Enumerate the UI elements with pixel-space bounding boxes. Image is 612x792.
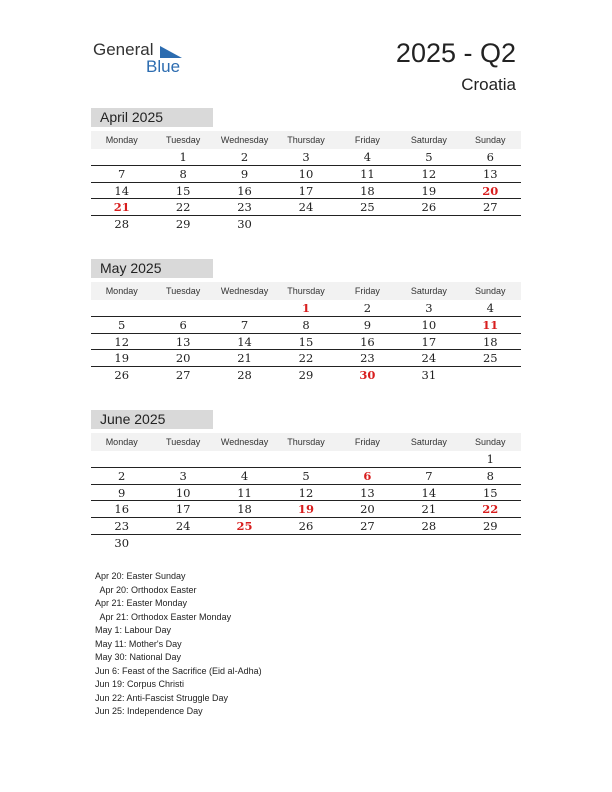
- day-cell: 11: [482, 317, 499, 332]
- day-cell: 22: [175, 200, 191, 215]
- day-cell: 11: [237, 485, 252, 500]
- week-row: [91, 317, 521, 334]
- weekday-label: Tuesday: [166, 286, 201, 296]
- week-row: [91, 149, 521, 166]
- day-cell: 15: [175, 183, 191, 198]
- weekday-label: Friday: [354, 286, 380, 296]
- day-cell: 28: [237, 368, 252, 383]
- page-title: 2025 - Q2: [395, 38, 516, 68]
- week-row: [91, 501, 521, 518]
- holiday-note: Jun 19: Corpus Christi: [95, 679, 185, 689]
- week-row: [91, 518, 521, 535]
- day-cell: 26: [421, 200, 437, 215]
- day-cell: 13: [360, 485, 375, 500]
- weekday-label: Friday: [354, 437, 380, 447]
- day-cell: 28: [114, 217, 130, 232]
- day-cell: 16: [360, 334, 375, 349]
- day-cell: 27: [175, 368, 191, 383]
- day-cell: 7: [118, 166, 126, 181]
- day-cell: 21: [421, 502, 437, 517]
- day-cell: 3: [302, 150, 310, 164]
- day-cell: 17: [421, 334, 437, 349]
- empty-day-cell: [460, 367, 521, 384]
- holiday-note: Jun 22: Anti-Fascist Struggle Day: [95, 692, 229, 703]
- day-cell: 4: [486, 301, 494, 315]
- day-cell: 1: [486, 452, 494, 466]
- day-cell: 25: [482, 351, 498, 366]
- weekday-label: Sunday: [475, 286, 506, 296]
- day-cell: 8: [179, 166, 187, 181]
- day-cell: 12: [421, 166, 437, 181]
- day-cell: 31: [421, 368, 437, 383]
- day-cell: 20: [360, 502, 375, 517]
- holiday-notes: [95, 570, 262, 719]
- day-cell: 5: [118, 317, 126, 332]
- empty-day-cell: [337, 451, 398, 468]
- day-cell: 24: [175, 519, 191, 534]
- day-cell: 2: [118, 468, 126, 483]
- holiday-note: Apr 20: Easter Sunday: [95, 571, 186, 581]
- day-cell: 27: [360, 519, 375, 534]
- empty-day-cell: [275, 216, 336, 233]
- day-cell: 10: [421, 317, 437, 332]
- day-cell: 11: [360, 166, 375, 181]
- holiday-note: Apr 21: Orthodox Easter Monday: [95, 611, 232, 622]
- day-cell: 22: [482, 502, 499, 517]
- day-cell: 8: [486, 468, 494, 483]
- empty-day-cell: [152, 451, 213, 468]
- day-cell: 23: [360, 351, 375, 366]
- empty-day-cell: [275, 451, 336, 468]
- empty-day-cell: [91, 300, 152, 317]
- month-grid: [91, 131, 521, 233]
- day-cell: 2: [240, 150, 249, 164]
- day-cell: 16: [114, 502, 130, 517]
- weekday-label: Thursday: [287, 135, 325, 145]
- holiday-note: Apr 21: Easter Monday: [95, 598, 188, 608]
- week-row: [91, 300, 521, 317]
- weekday-label: Sunday: [475, 135, 506, 145]
- weekday-label: Tuesday: [166, 437, 201, 447]
- day-cell: 14: [237, 334, 252, 349]
- day-cell: 23: [114, 519, 130, 534]
- month-may: [91, 259, 521, 384]
- day-cell: 9: [118, 485, 126, 500]
- day-cell: 1: [301, 301, 310, 315]
- week-row: [91, 451, 521, 468]
- holiday-note: Apr 20: Orthodox Easter: [95, 584, 197, 595]
- day-cell: 12: [298, 485, 314, 500]
- day-cell: 13: [482, 166, 498, 181]
- day-cell: 14: [421, 485, 437, 500]
- weekday-label: Friday: [354, 135, 380, 145]
- day-cell: 19: [421, 183, 437, 198]
- day-cell: 9: [363, 317, 372, 332]
- day-cell: 15: [298, 334, 314, 349]
- weekday-label: Saturday: [410, 437, 447, 447]
- month-label: June 2025: [91, 410, 213, 429]
- day-cell: 30: [114, 535, 130, 550]
- day-cell: 23: [237, 200, 252, 215]
- month-grid: [91, 433, 521, 552]
- day-cell: 6: [486, 150, 494, 164]
- day-cell: 10: [175, 485, 191, 500]
- empty-day-cell: [398, 216, 459, 233]
- week-row: [91, 350, 521, 367]
- day-cell: 26: [114, 368, 130, 383]
- weekday-header-row: [91, 282, 521, 300]
- week-row: [91, 166, 521, 183]
- week-row: [91, 199, 521, 216]
- holiday-note: Jun 6: Feast of the Sacrifice (Eid al-Adha): [95, 665, 262, 676]
- country-name: Croatia: [461, 75, 516, 94]
- week-row: [91, 367, 521, 384]
- day-cell: 29: [175, 217, 191, 232]
- empty-day-cell: [152, 300, 213, 317]
- day-cell: 27: [482, 200, 498, 215]
- empty-day-cell: [275, 535, 336, 552]
- week-row: [91, 334, 521, 351]
- empty-day-cell: [91, 451, 152, 468]
- weekday-label: Thursday: [287, 437, 325, 447]
- holiday-note: May 11: Mother's Day: [95, 638, 182, 649]
- empty-day-cell: [214, 451, 275, 468]
- day-cell: 6: [179, 317, 187, 332]
- holiday-note: May 1: Labour Day: [95, 625, 172, 635]
- weekday-label: Wednesday: [220, 135, 269, 145]
- day-cell: 15: [482, 485, 498, 500]
- empty-day-cell: [460, 216, 521, 233]
- day-cell: 7: [240, 317, 249, 332]
- day-cell: 25: [360, 200, 375, 215]
- weekday-label: Monday: [105, 135, 138, 145]
- empty-day-cell: [398, 451, 459, 468]
- day-cell: 19: [297, 502, 314, 517]
- week-row: [91, 183, 521, 200]
- empty-day-cell: [91, 149, 152, 166]
- month-label: April 2025: [91, 108, 213, 127]
- day-cell: 18: [360, 183, 375, 198]
- day-cell: 5: [302, 468, 310, 483]
- empty-day-cell: [214, 300, 275, 317]
- day-cell: 8: [302, 317, 310, 332]
- month-april: [91, 108, 521, 233]
- empty-day-cell: [337, 535, 398, 552]
- weekday-header-row: [91, 131, 521, 149]
- day-cell: 16: [237, 183, 252, 198]
- month-june: [91, 410, 521, 552]
- weekday-label: Wednesday: [220, 437, 269, 447]
- day-cell: 21: [113, 200, 130, 215]
- empty-day-cell: [214, 535, 275, 552]
- day-cell: 29: [298, 368, 314, 383]
- weekday-label: Saturday: [410, 135, 447, 145]
- day-cell: 4: [240, 468, 249, 483]
- day-cell: 20: [482, 183, 499, 198]
- weekday-label: Monday: [105, 437, 138, 447]
- week-row: [91, 535, 521, 552]
- holiday-note: Jun 25: Independence Day: [95, 706, 203, 716]
- day-cell: 14: [114, 183, 130, 198]
- day-cell: 20: [175, 351, 191, 366]
- week-row: [91, 485, 521, 502]
- brand-logo: [93, 40, 193, 80]
- week-row: [91, 468, 521, 485]
- day-cell: 30: [237, 217, 252, 232]
- month-grid: [91, 282, 521, 384]
- day-cell: 30: [359, 368, 376, 383]
- weekday-label: Tuesday: [166, 135, 201, 145]
- holiday-note: May 30: National Day: [95, 652, 182, 662]
- day-cell: 13: [175, 334, 191, 349]
- day-cell: 18: [237, 502, 252, 517]
- day-cell: 18: [482, 334, 498, 349]
- empty-day-cell: [152, 535, 213, 552]
- day-cell: 9: [240, 166, 249, 181]
- day-cell: 28: [421, 519, 437, 534]
- weekday-label: Thursday: [287, 286, 325, 296]
- day-cell: 10: [298, 166, 314, 181]
- empty-day-cell: [460, 535, 521, 552]
- day-cell: 17: [175, 502, 191, 517]
- weekday-label: Saturday: [410, 286, 447, 296]
- day-cell: 1: [179, 150, 187, 164]
- weekday-label: Wednesday: [220, 286, 269, 296]
- day-cell: 17: [298, 183, 314, 198]
- day-cell: 21: [237, 351, 252, 366]
- day-cell: 6: [363, 468, 372, 483]
- week-row: [91, 216, 521, 233]
- day-cell: 3: [425, 301, 433, 315]
- day-cell: 5: [425, 150, 433, 164]
- day-cell: 12: [114, 334, 130, 349]
- day-cell: 26: [298, 519, 314, 534]
- weekday-label: Monday: [105, 286, 138, 296]
- day-cell: 24: [421, 351, 437, 366]
- weekday-label: Sunday: [475, 437, 506, 447]
- day-cell: 3: [179, 468, 187, 483]
- logo-text-blue: Blue: [146, 57, 181, 76]
- day-cell: 29: [482, 519, 498, 534]
- weekday-header-row: [91, 433, 521, 451]
- day-cell: 2: [363, 301, 372, 315]
- day-cell: 19: [114, 351, 130, 366]
- month-label: May 2025: [91, 259, 213, 278]
- day-cell: 4: [363, 150, 372, 164]
- day-cell: 7: [425, 468, 433, 483]
- day-cell: 24: [298, 200, 314, 215]
- empty-day-cell: [398, 535, 459, 552]
- day-cell: 22: [298, 351, 314, 366]
- day-cell: 25: [236, 519, 253, 534]
- empty-day-cell: [337, 216, 398, 233]
- logo-text-general: General: [93, 40, 154, 59]
